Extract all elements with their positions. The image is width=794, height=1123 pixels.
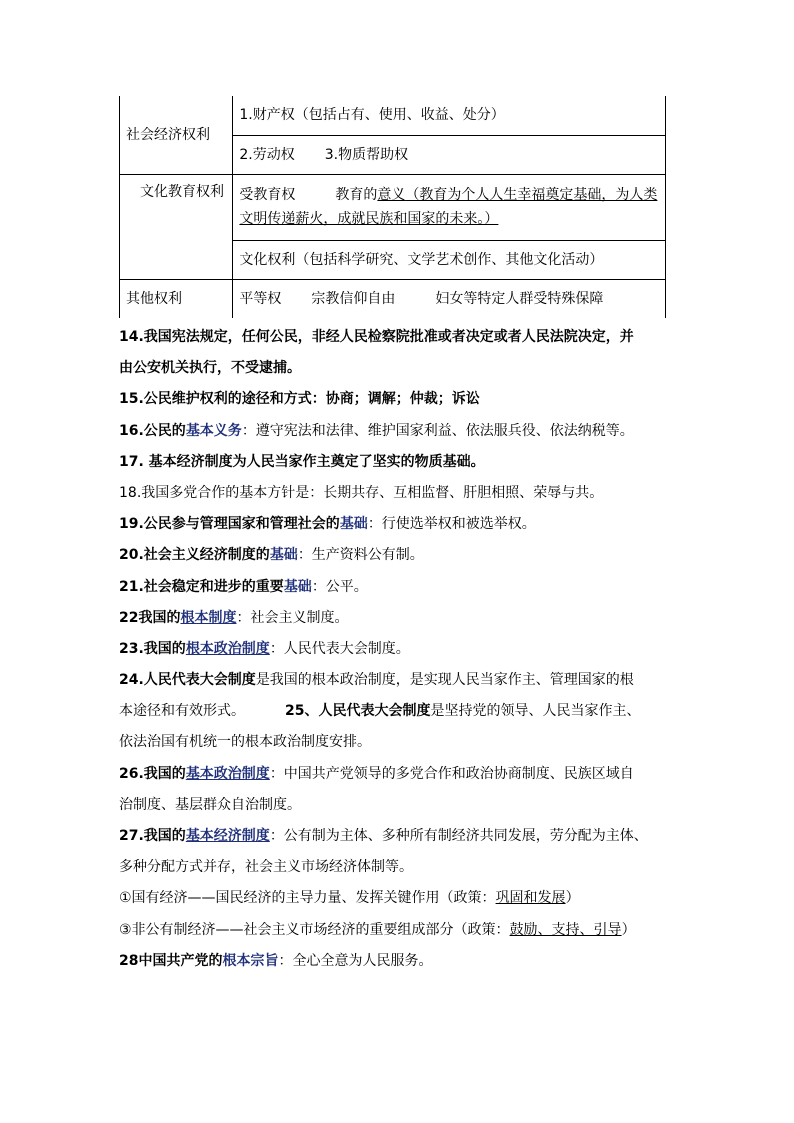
item-21 <box>119 572 679 603</box>
item-24-text2: 本途径和有效形式。 <box>119 703 245 720</box>
item-26-line2: 治制度、基层群众自治制度。 <box>119 796 301 813</box>
item-26-line1 <box>119 759 679 790</box>
item-20 <box>119 540 679 571</box>
item-26-prefix: 26.我国的 <box>119 765 186 782</box>
item-24-text: 是我国的根本政治制度，是实现人民当家作主、管理国家的根 <box>255 672 634 689</box>
special-protection: 妇女等特定人群受特殊保障 <box>435 290 604 307</box>
item-24-line1 <box>119 665 679 696</box>
labor-right-cell <box>233 135 666 174</box>
item-25-text: 是坚持党的领导、人民当家作主、 <box>430 703 641 720</box>
sub-item-1-policy: 巩固和发展 <box>495 890 566 907</box>
item-24-25-line <box>119 696 679 727</box>
religion-freedom: 宗教信仰自由 <box>311 290 396 307</box>
item-23 <box>119 634 679 665</box>
item-28-prefix: 28中国共产党的 <box>119 952 223 969</box>
item-16 <box>119 416 679 447</box>
cultural-right-cell: 文化权利（包括科学研究、文学艺术创作、其他文化活动） <box>233 240 666 279</box>
category-economic: 社会经济权利 <box>120 96 233 174</box>
item-22-prefix: 22我国的 <box>119 609 181 626</box>
labor-right: 2.劳动权 <box>239 146 295 163</box>
other-rights-cell <box>233 279 666 318</box>
item-22-text: ：社会主义制度。 <box>236 609 349 626</box>
item-27-line2: 多种分配方式并存，社会主义市场经济体制等。 <box>119 859 413 876</box>
item-26-keyword: 基本政治制度 <box>185 765 270 782</box>
item-28-keyword: 根本宗旨 <box>222 952 279 969</box>
item-16-text: ：遵守宪法和法律、维护国家利益、依法服兵役、依法纳税等。 <box>241 422 634 439</box>
sub-item-3 <box>119 915 679 946</box>
item-28 <box>119 946 679 977</box>
items-list <box>119 322 679 977</box>
education-right-cell <box>233 174 666 240</box>
item-20-prefix: 20.社会主义经济制度的 <box>119 547 270 564</box>
material-assistance-right: 3.物质帮助权 <box>324 146 409 163</box>
item-21-prefix: 21.社会稳定和进步的重要 <box>119 578 284 595</box>
item-18: 18.我国多党合作的基本方针是：长期共存、互相监督、肝胆相照、荣辱与共。 <box>119 484 604 501</box>
item-19-text: ：行使选举权和被选举权。 <box>367 516 536 533</box>
item-23-prefix: 23.我国的 <box>119 640 186 657</box>
item-22 <box>119 603 679 634</box>
item-24-keyword: 24.人民代表大会制度 <box>119 672 256 689</box>
item-27-prefix: 27.我国的 <box>119 828 186 844</box>
sub-item-3-text: ③非公有制经济——社会主义市场经济的重要组成部分（政策： <box>119 921 510 938</box>
item-20-text: ：生产资料公有制。 <box>297 547 424 564</box>
item-23-keyword: 根本政治制度 <box>185 640 270 657</box>
category-culture-education <box>120 174 233 279</box>
item-26-text: ：中国共产党领导的多党合作和政治协商制度、民族区域自 <box>269 765 634 782</box>
sub-item-1-close: ） <box>565 890 580 907</box>
education-meaning-text: （教育为个人人生幸福奠定基础，为人类文明传递薪火，成就民族和国家的未来。） <box>239 187 658 227</box>
item-25-line2: 依法治国有机统一的根本政治制度安排。 <box>119 734 371 751</box>
item-23-text: ：人民代表大会制度。 <box>269 640 410 657</box>
item-27-keyword: 基本经济制度 <box>185 828 270 844</box>
item-14-line2: 由公安机关执行，不受逮捕。 <box>119 360 301 377</box>
item-19-keyword: 基础 <box>339 516 368 533</box>
category-other: 其他权利 <box>120 279 233 318</box>
item-15: 15.公民维护权利的途径和方式：协商；调解；仲裁；诉讼 <box>119 391 480 408</box>
item-16-keyword: 基本义务 <box>185 422 242 439</box>
item-25-keyword: 25、人民代表大会制度 <box>285 703 431 720</box>
education-right: 受教育权 <box>239 187 296 203</box>
sub-item-1-text: ①国有经济——国民经济的主导力量、发挥关键作用（政策： <box>119 890 496 907</box>
item-19 <box>119 509 679 540</box>
item-20-keyword: 基础 <box>269 547 298 564</box>
property-right-cell: 1.财产权（包括占有、使用、收益、处分） <box>233 96 666 135</box>
item-21-keyword: 基础 <box>283 578 312 595</box>
education-meaning: 意义 <box>377 187 406 203</box>
rights-table <box>119 96 666 318</box>
equality-right: 平等权 <box>239 290 282 307</box>
item-14-line1: 14.我国宪法规定，任何公民，非经人民检察院批准或者决定或者人民法院决定，并 <box>119 329 634 345</box>
sub-item-3-policy: 鼓励、支持、引导 <box>509 921 622 938</box>
item-27-line1 <box>119 821 679 852</box>
education-of: 教育的 <box>335 187 378 203</box>
item-16-prefix: 16.公民的 <box>119 422 186 439</box>
item-21-text: ：公平。 <box>311 578 368 595</box>
sub-item-1 <box>119 883 679 914</box>
item-28-text: ：全心全意为人民服务。 <box>278 952 433 969</box>
item-17: 17. 基本经济制度为人民当家作主奠定了坚实的物质基础。 <box>119 453 485 470</box>
item-22-keyword: 根本制度 <box>180 609 237 626</box>
category-culture-education-label: 文化教育权利 <box>140 183 224 200</box>
sub-item-3-close: ） <box>621 921 636 938</box>
item-19-prefix: 19.公民参与管理国家和管理社会的 <box>119 516 340 533</box>
item-27-text: ：公有制为主体、多种所有制经济共同发展，劳分配为主体、 <box>269 828 648 844</box>
